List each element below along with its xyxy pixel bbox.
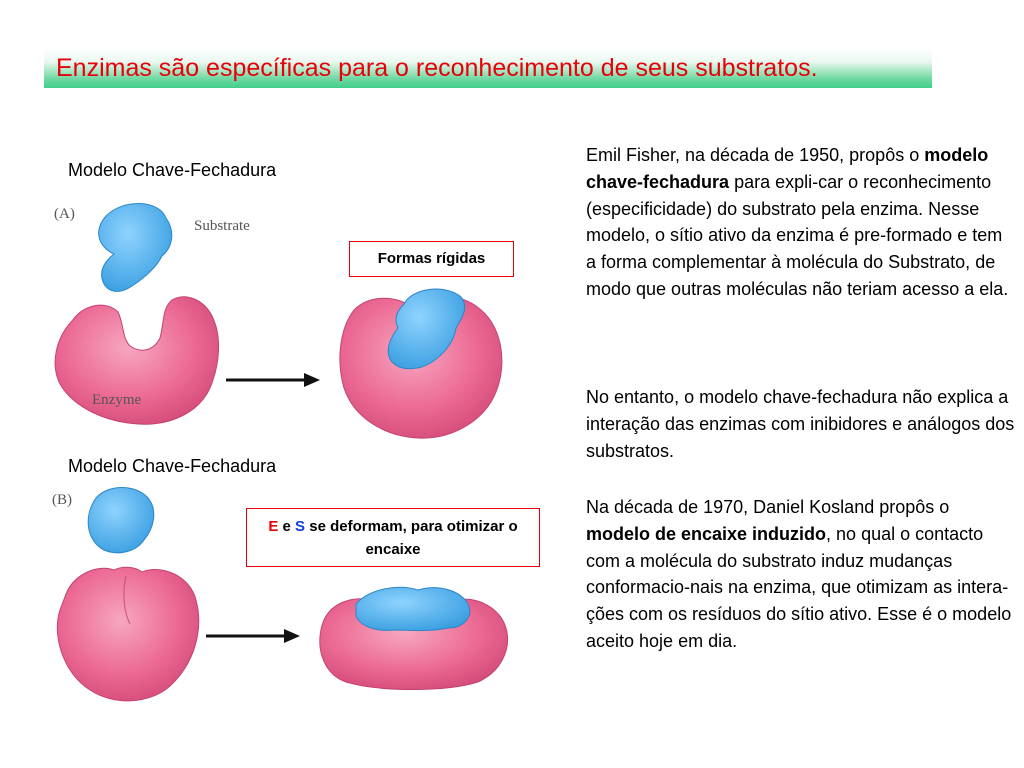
p1-bold-term: modelo chave-fechadura — [586, 145, 989, 192]
paragraph-limitation: No entanto, o modelo chave-fechadura não explica a interação das enzimas com inibidores e análogos dos substratos. — [586, 387, 1015, 461]
arrow-a-icon — [226, 372, 322, 388]
slide-title: Enzimas são específicas para o reconhecimento de seus substratos. — [56, 54, 818, 82]
arrow-b-icon — [206, 628, 302, 644]
title-bar — [44, 48, 932, 88]
p3-text-end: , no qual o contacto com a molécula do substrato induz mudanças conformacio-nais na enzima, que otimizam as intera-ções com os resíduos do sítio ativo. Esse é o modelo aceito hoje em dia. — [586, 523, 1012, 651]
callout-enzyme-letter: E — [268, 518, 279, 535]
panel-b-label: (B) — [52, 492, 72, 508]
substrate-a-shape — [99, 203, 172, 291]
induced-fit-figure — [44, 484, 244, 706]
enzyme-b-shape — [57, 567, 198, 701]
callout-substrate-letter: S — [295, 518, 306, 535]
enzyme-substrate-complex-a — [336, 280, 510, 444]
substrate-b-shape — [88, 488, 154, 553]
callout-text: se deformam, para otimizar o encaixe — [305, 518, 518, 558]
p3-bold-term: modelo de encaixe induzido — [586, 523, 827, 544]
substrate-label: Substrate — [194, 218, 250, 234]
paragraph-induced-fit — [586, 494, 1016, 655]
p1-text-end: para expli-car o reconhecimento (especificidade) do substrato pela enzima. Nesse modelo, o sítio ativo da enzima é pre-formado e tem a forma complementar à molécula do Substrato, de modo que outras moléculas não teriam acesso a ela. — [586, 171, 1009, 299]
model-a-heading: Modelo Chave-Fechadura — [68, 160, 277, 180]
deformation-callout — [246, 508, 540, 567]
enzyme-substrate-complex-b — [310, 574, 512, 690]
panel-a-label: (A) — [54, 206, 75, 222]
p1-text-start: Emil Fisher, na década de 1950, propôs o — [586, 145, 925, 165]
rigid-shapes-callout: Formas rígidas — [349, 241, 514, 277]
enzyme-label: Enzyme — [92, 392, 142, 408]
paragraph-lock-key — [586, 142, 1016, 303]
lock-and-key-figure — [44, 196, 344, 436]
callout-and: e — [278, 518, 296, 535]
model-b-heading: Modelo Chave-Fechadura — [68, 456, 277, 476]
p3-text-start: Na década de 1970, Daniel Kosland propôs o — [586, 497, 950, 517]
